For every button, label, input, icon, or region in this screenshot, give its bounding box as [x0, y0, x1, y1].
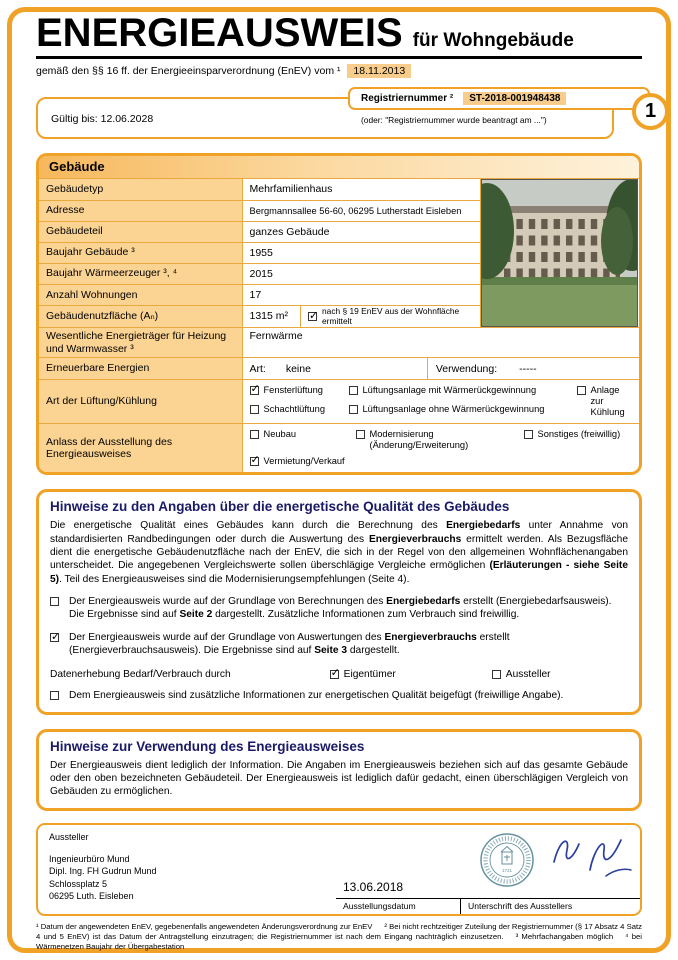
text-segment: ermittelt werden. Als Bezugsfläche dient die energetische Gebäudenutzfläche nach der EnEV, die sich in der Regel von den allgemeinen Wohnflächenangaben unterscheidet. Die angegebenen Vergleichswerte sollen überschlägige Vergleiche ermöglichen: [50, 533, 628, 572]
text-segment: Der Energieausweis wurde auf der Grundlage von Berechnungen des: [69, 596, 387, 608]
option-aussteller: [492, 669, 551, 681]
row-label: Gebäudeteil: [39, 221, 242, 242]
text-segment-bold: Energiebedarfs: [446, 520, 521, 532]
row-value: [242, 358, 639, 380]
building-section: [36, 153, 642, 475]
modernisierung-checkbox[interactable]: [356, 430, 365, 439]
fensterlueftung-checkbox[interactable]: [250, 386, 259, 395]
lueftung-ohne-wrg-checkbox[interactable]: [349, 405, 358, 414]
row-label: Erneuerbare Energien: [39, 358, 242, 380]
option-fensterlueftung: [250, 385, 349, 399]
bedarfsausweis-text: [69, 595, 628, 622]
row-value: 1955: [242, 242, 480, 263]
sonstiges-checkbox[interactable]: [524, 430, 533, 439]
text-segment-bold: Energiebedarfs: [386, 596, 461, 608]
verwendung-value: -----: [519, 362, 537, 375]
option-schachtlueftung: [250, 404, 349, 418]
issuer-label: Aussteller: [49, 831, 89, 842]
official-stamp-icon: [478, 831, 536, 889]
footnotes: [36, 922, 642, 952]
area-value: 1315 m²: [243, 306, 302, 327]
signature-icon: [544, 828, 636, 888]
footnote-2: ² Bei nicht rechtzeitiger Zuteilung der Registriernummer (§ 17 Absatz 4 Satz 4 und 5 EnEV) ist das Datum der Antragstellung einzutragen; die Registriernummer ist nach dem Eingang nachträglich einzusetzen.: [36, 921, 642, 941]
quality-section: [36, 489, 642, 714]
aussteller-checkbox[interactable]: [492, 670, 501, 679]
extra-info-option: [50, 689, 628, 702]
page-number-badge: [632, 93, 669, 130]
law-text: gemäß den §§ 16 ff. der Energieeinsparverordnung (EnEV) vom ¹: [36, 65, 341, 77]
page-number: 1: [644, 100, 657, 122]
option-label: Lüftungsanlage mit Wärmerückgewinnung: [362, 385, 537, 396]
option-neubau: [250, 429, 356, 450]
option-label: Modernisierung (Änderung/Erweiterung): [369, 429, 469, 450]
row-lueftung: [39, 380, 639, 424]
verwendung-label: Verwendung:: [435, 362, 498, 375]
option-label: Neubau: [263, 429, 297, 440]
document-header: [36, 13, 642, 59]
row-value: Fernwärme: [242, 328, 639, 358]
extra-info-text: Dem Energieausweis sind zusätzliche Informationen zur energetischen Qualität beigefügt (freiwillige Angabe).: [69, 690, 564, 702]
option-eigentuemer: [330, 669, 396, 681]
option-lueftung-ohne-wrg: [349, 404, 577, 418]
row-energietraeger: [39, 328, 639, 358]
schachtlueftung-checkbox[interactable]: [250, 405, 259, 414]
art-label: Art:: [249, 362, 266, 375]
area-note: [301, 306, 479, 327]
survey-label: Datenerhebung Bedarf/Verbrauch durch: [50, 668, 231, 680]
row-value: Mehrfamilienhaus: [242, 179, 480, 200]
row-label: Art der Lüftung/Kühlung: [39, 380, 242, 424]
row-label: Anlass der Ausstellung des Energieausweises: [39, 424, 242, 473]
row-label: Adresse: [39, 200, 242, 221]
row-gebaeudetyp: [39, 179, 639, 200]
data-survey-row: [50, 669, 628, 681]
eigentuemer-checkbox[interactable]: [330, 670, 339, 679]
usage-paragraph: Der Energieausweis dient lediglich der Information. Die Angaben im Energieausweis beziehen sich auf das gesamte Gebäude oder den oben bezeichneten Gebäudeteil. Der Energieausweis ist lediglich dafür gedacht, einen überschlägigen Vergleich von Gebäuden zu ermöglichen.: [50, 759, 628, 798]
row-value: [242, 305, 480, 327]
document-subtitle: für Wohngebäude: [412, 30, 574, 51]
footnote-4: ⁴ bei Wärmenetzen Baujahr der Übergabestation: [36, 931, 643, 952]
row-value: [242, 380, 639, 424]
renewables-art: [243, 358, 427, 379]
option-label: Vermietung/Verkauf: [263, 455, 345, 466]
bedarfsausweis-checkbox[interactable]: [50, 597, 59, 606]
row-label: Gebäudenutzfläche (Aₙ): [39, 305, 242, 327]
text-segment-bold: (Erläuterungen - siehe Seite 5): [50, 560, 628, 585]
option-sonstiges: [524, 429, 633, 450]
option-modernisierung: [356, 429, 524, 450]
row-label: Anzahl Wohnungen: [39, 284, 242, 305]
option-label: Lüftungsanlage ohne Wärmerückgewinnung: [362, 403, 545, 414]
valid-until-date: 12.06.2028: [100, 113, 154, 125]
text-segment: Die energetische Qualität eines Gebäudes kann durch die Berechnung des: [50, 520, 447, 532]
row-value: Bergmannsallee 56-60, 06295 Lutherstadt Eisleben: [242, 200, 480, 221]
text-segment: erstellt (Energieverbrauchsausweis). Die Ergebnisse sind auf: [69, 631, 510, 657]
building-photo: [481, 179, 638, 327]
bedarfsausweis-option: [50, 595, 628, 622]
option-kuehlung: [577, 385, 633, 417]
footnote-3: ³ Mehrfachangaben möglich: [515, 931, 614, 941]
option-label: Aussteller: [505, 668, 551, 680]
usage-section-title: Hinweise zur Verwendung des Energieausweises: [50, 738, 365, 754]
row-label: Wesentliche Energieträger für Heizung und Warmwasser ³: [39, 328, 242, 358]
row-value: 17: [242, 284, 480, 305]
text-segment: unter Annahme von standardisierten Randbedingungen oder durch die Auswertung des: [50, 520, 628, 545]
option-label: Anlage zur Kühlung: [590, 385, 625, 417]
footnote-1: ¹ Datum der angewendeten EnEV, gegebenenfalls angewendeten Änderungsverordnung zur EnEV: [36, 921, 373, 931]
row-label: Baujahr Gebäude ³: [39, 242, 242, 263]
ventilation-options: [250, 382, 633, 421]
building-section-title: Gebäude: [39, 156, 639, 179]
vermietung-checkbox[interactable]: [250, 457, 259, 466]
neubau-checkbox[interactable]: [250, 430, 259, 439]
issuer-city: 06295 Luth. Eisleben: [49, 891, 134, 902]
row-value: ganzes Gebäude: [242, 221, 480, 242]
option-lueftung-mit-wrg: [349, 385, 577, 399]
registry-alt-note: (oder: "Registriernummer wurde beantragt am ..."): [361, 115, 547, 125]
row-label: Gebäudetyp: [39, 179, 242, 200]
building-photo-cell: [480, 179, 639, 328]
registry-number-box: [348, 87, 650, 110]
stamp-and-signature: [468, 828, 636, 894]
text-segment-bold: Seite 3: [314, 645, 348, 657]
usage-section: [36, 729, 642, 811]
lueftung-mit-wrg-checkbox[interactable]: [349, 386, 358, 395]
option-label: Schachtlüftung: [263, 403, 326, 414]
issuer-street: Schlossplatz 5: [49, 878, 108, 889]
text-segment: Der Energieausweis wurde auf der Grundlage von Auswertungen des: [69, 631, 385, 643]
kuehlung-checkbox[interactable]: [577, 386, 586, 395]
registry-number: ST-2018-001948438: [463, 92, 566, 105]
text-segment-bold: Seite 2: [179, 609, 213, 621]
text-segment: dargestellt.: [347, 645, 400, 657]
issuer-box: [36, 823, 642, 916]
extra-info-checkbox[interactable]: [50, 691, 59, 700]
issue-date-label: Ausstellungsdatum: [336, 898, 460, 914]
option-label: Sonstiges (freiwillig): [537, 429, 621, 440]
option-vermietung: [250, 456, 633, 467]
law-reference: [36, 65, 642, 77]
valid-until: [51, 113, 153, 125]
issuer-person: Dipl. Ing. FH Gudrun Mund: [49, 866, 157, 877]
verbrauchsausweis-checkbox[interactable]: [50, 633, 59, 642]
issue-date-block: [336, 825, 460, 914]
building-table: [39, 179, 639, 472]
energieausweis-page: [36, 11, 657, 952]
issuer-company: Ingenieurbüro Mund: [49, 853, 130, 864]
signature-label: Unterschrift des Ausstellers: [460, 898, 640, 914]
enev-date: 18.11.2013: [347, 64, 411, 78]
issue-date: 13.06.2018: [343, 879, 404, 894]
row-value: [242, 424, 639, 473]
wohnflaeche-note-label: nach § 19 EnEV aus der Wohnfläche ermittelt: [322, 306, 460, 327]
wohnflaeche-checkbox[interactable]: [308, 312, 317, 321]
row-anlass: [39, 424, 639, 473]
registry-label: Registriernummer ²: [361, 93, 454, 104]
quality-section-title: Hinweise zu den Angaben über die energetische Qualität des Gebäudes: [50, 499, 510, 515]
option-label: Fensterlüftung: [263, 385, 323, 396]
signature-block: [460, 825, 640, 914]
issuer-info: [38, 825, 336, 914]
renewables-verwendung: [427, 358, 639, 379]
text-segment-bold: Energieverbrauchs: [384, 631, 477, 643]
text-segment: dargestellt. Zusätzliche Informationen zum Verbrauch sind freiwillig.: [212, 609, 520, 621]
verbrauchsausweis-option: [50, 631, 628, 658]
art-value: keine: [285, 362, 311, 375]
registry-area: [36, 90, 657, 139]
row-erneuerbare-energien: [39, 358, 639, 380]
row-label: Baujahr Wärmeerzeuger ³, ⁴: [39, 263, 242, 284]
text-segment-bold: Energieverbrauchs: [368, 533, 462, 545]
option-label: Eigentümer: [343, 668, 396, 680]
verbrauchsausweis-text: [69, 631, 628, 658]
document-title: ENERGIEAUSWEIS: [36, 11, 403, 55]
occasion-options: [250, 426, 633, 470]
valid-until-label: Gültig bis:: [51, 113, 98, 125]
quality-intro-paragraph: [50, 519, 628, 586]
row-value: 2015: [242, 263, 480, 284]
text-segment: . Teil des Energieausweises sind die Modernisierungsempfehlungen (Seite 4).: [59, 573, 410, 585]
text-segment: erstellt (Energiebedarfsausweis). Die Ergebnisse sind auf: [69, 596, 612, 621]
stamp-text: 1721: [501, 867, 513, 873]
